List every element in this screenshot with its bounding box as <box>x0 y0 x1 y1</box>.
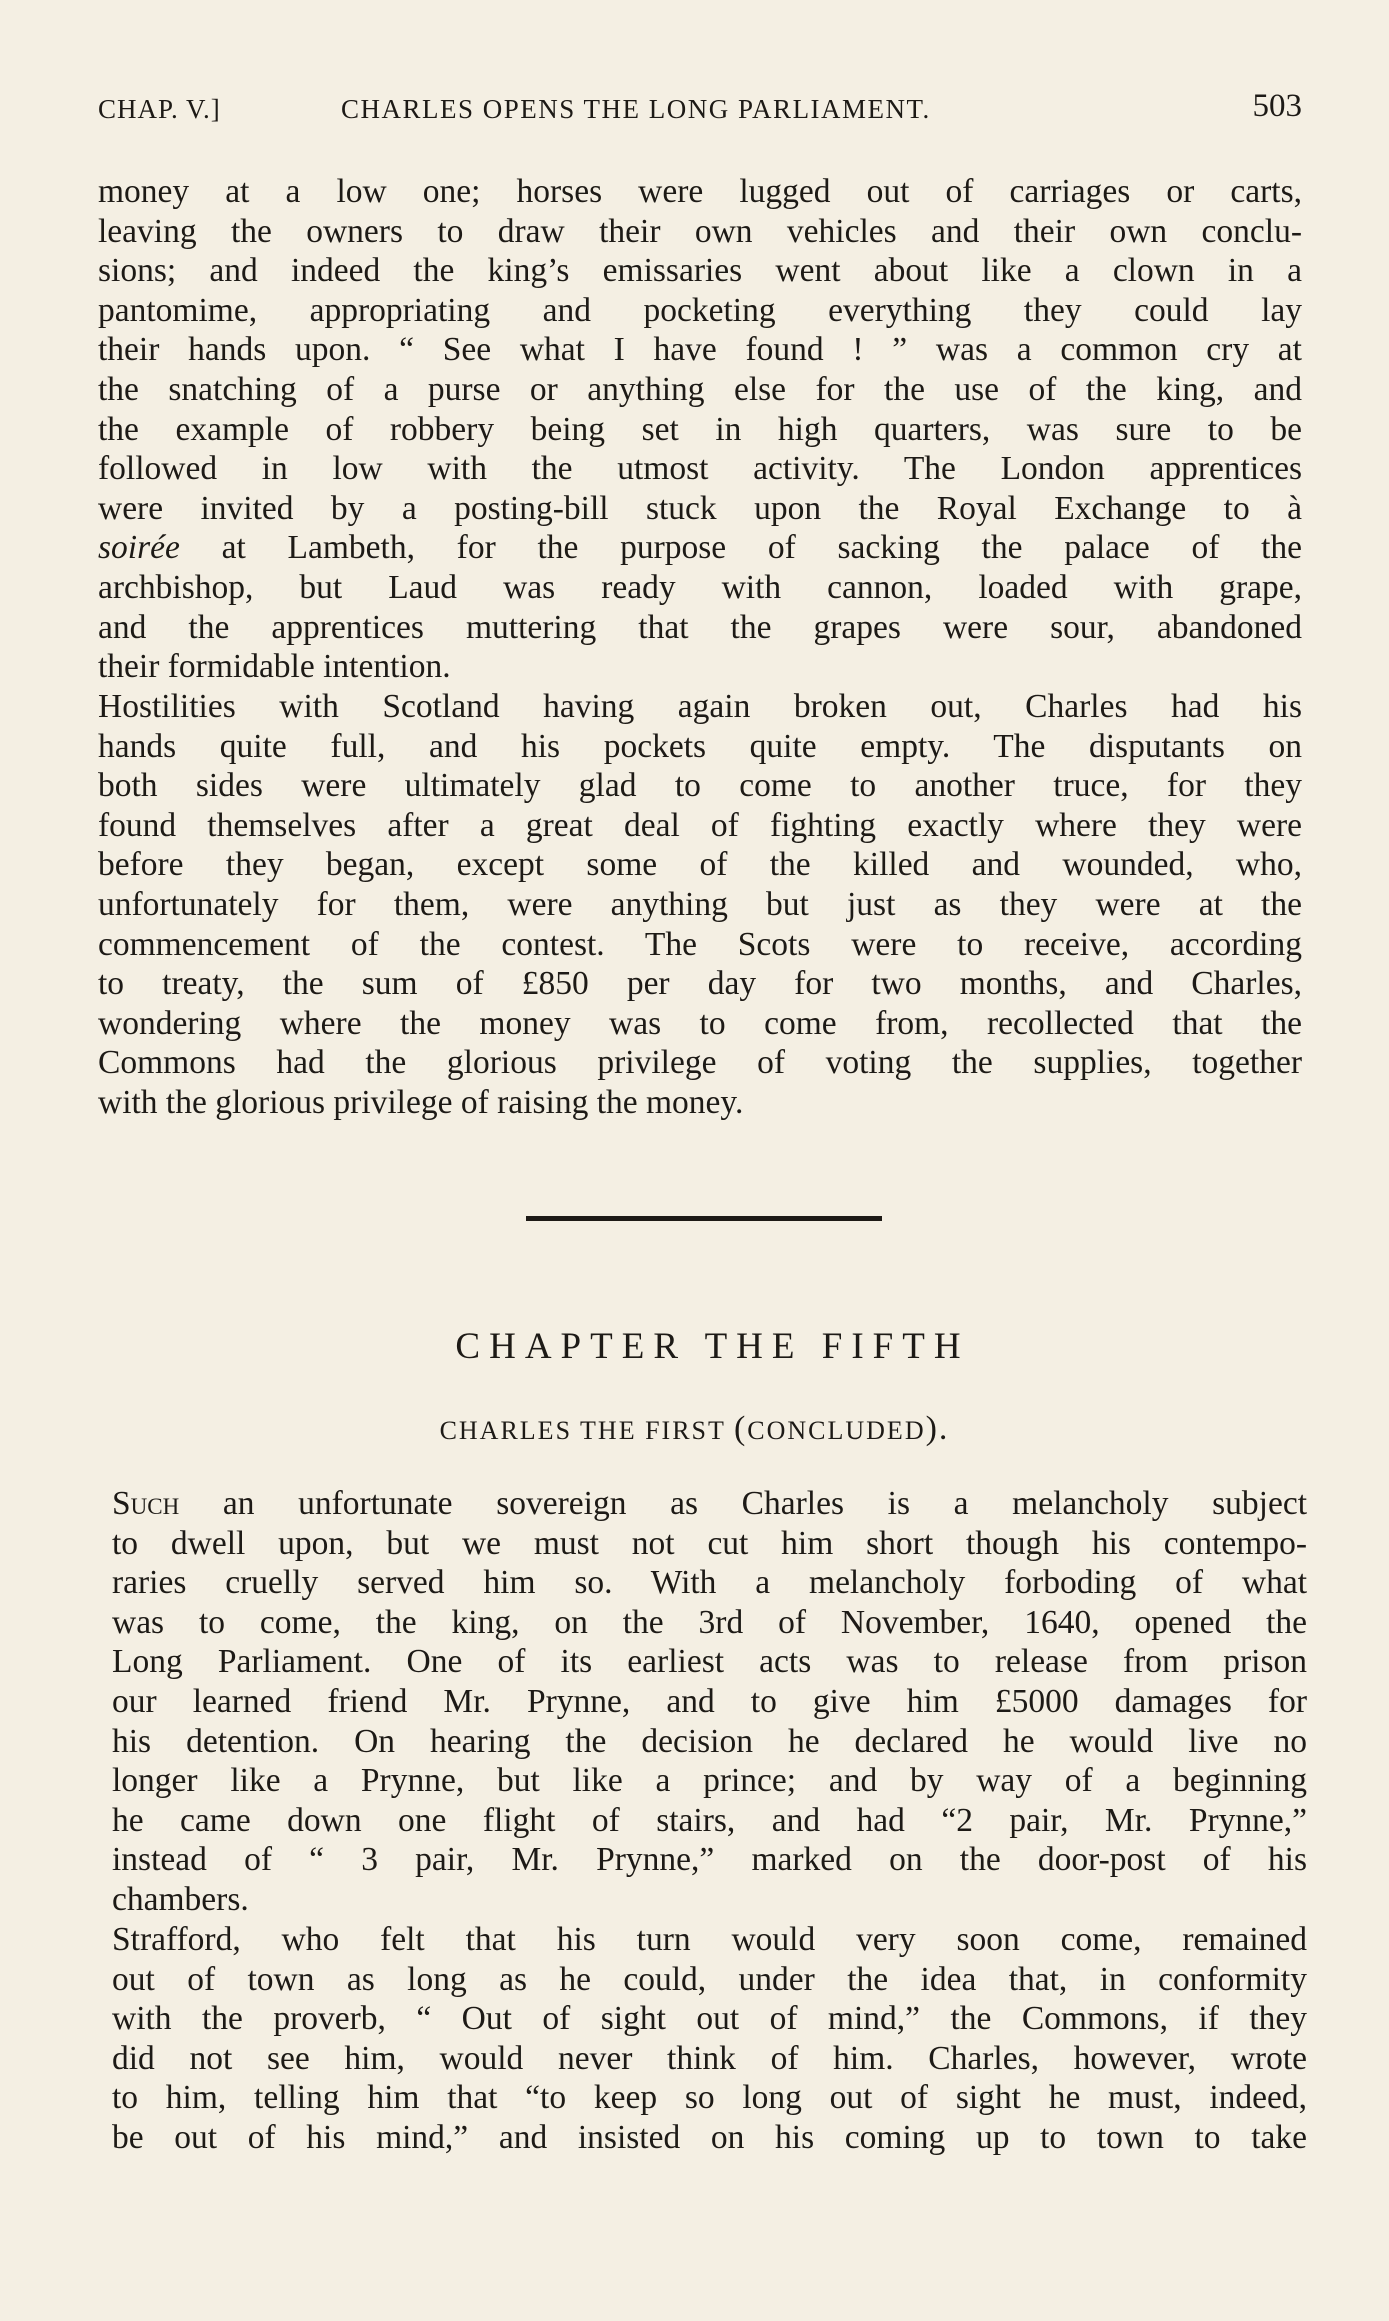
italic-word: soirée <box>98 529 180 567</box>
paragraph-line: found themselves after a great deal of fighting exactly where they were <box>98 806 1302 844</box>
chapter-subtitle <box>0 1410 1389 1448</box>
paragraph-line: archbishop, but Laud was ready with cannon, loaded with grape, <box>98 568 1302 606</box>
paragraph-line: before they began, except some of the killed and wounded, who, <box>98 846 1302 884</box>
paragraph-line: chambers. <box>112 1880 249 1918</box>
paragraph-line: out of town as long as he could, under the idea that, in conformity <box>112 1960 1307 1998</box>
paragraph-line: longer like a Prynne, but like a prince; and by way of a beginning <box>112 1762 1307 1800</box>
drop-word: Such <box>112 1485 180 1522</box>
paragraph-line: unfortunately for them, were anything but just as they were at the <box>98 885 1302 923</box>
chapter-subtitle-paren-open: ( <box>733 1410 748 1447</box>
paragraph-1 <box>98 172 1302 687</box>
paragraph-line: was to come, the king, on the 3rd of November, 1640, opened the <box>112 1603 1307 1641</box>
paragraph-line: their formidable intention. <box>98 648 451 686</box>
running-head <box>98 88 1302 128</box>
paragraph-line: and the apprentices muttering that the grapes were sour, abandoned <box>98 608 1302 646</box>
running-head-title: CHARLES OPENS THE LONG PARLIAMENT. <box>341 94 931 124</box>
paragraph-line: Strafford, who felt that his turn would very soon come, remained <box>112 1921 1307 1958</box>
paragraph-line: his detention. On hearing the decision he declared he would live no <box>112 1722 1307 1760</box>
paragraph-first-line <box>112 1484 1307 1524</box>
paragraph-line: Hostilities with Scotland having again broken out, Charles had his <box>98 688 1302 725</box>
paragraph-line: commencement of the contest. The Scots were to receive, according <box>98 925 1302 963</box>
paragraph-line: wondering where the money was to come from, recollected that the <box>98 1004 1302 1042</box>
paragraph-line: to him, telling him that “to keep so long out of sight he must, indeed, <box>112 2079 1307 2117</box>
paragraph-line: with the proverb, “ Out of sight out of mind,” the Commons, if they <box>112 2000 1307 2038</box>
paragraph-line: raries cruelly served him so. With a melancholy forboding of what <box>112 1564 1307 1602</box>
paragraph-2 <box>98 687 1302 1123</box>
chapter-subtitle-paren-close: ). <box>925 1410 950 1447</box>
paragraph-line-text: an unfortunate sovereign as Charles is a melancholy subject <box>222 1485 1307 1522</box>
paragraph-line: be out of his mind,” and insisted on his coming up to town to take <box>112 2118 1307 2156</box>
paragraph-line: he came down one flight of stairs, and had “2 pair, Mr. Prynne,” <box>112 1801 1307 1839</box>
chapter-title: CHAPTER THE FIFTH <box>455 1326 970 1367</box>
paragraph-line: leaving the owners to draw their own vehicles and their own conclu- <box>98 212 1302 250</box>
paragraph-3 <box>112 1484 1307 1920</box>
paragraph-line: did not see him, would never think of him. Charles, however, wrote <box>112 2039 1307 2077</box>
paragraph-line: Commons had the glorious privilege of voting the supplies, together <box>98 1044 1302 1082</box>
paragraph-line: both sides were ultimately glad to come to another truce, for they <box>98 767 1302 805</box>
paragraph-line: the snatching of a purse or anything else for the use of the king, and <box>98 370 1302 408</box>
paragraph-line: sions; and indeed the king’s emissaries went about like a clown in a <box>98 252 1302 290</box>
paragraph-line: hands quite full, and his pockets quite empty. The disputants on <box>98 727 1302 765</box>
paragraph-line: followed in low with the utmost activity. The London apprentices <box>98 450 1302 488</box>
running-head-chapter: CHAP. V.] <box>98 94 221 124</box>
paragraph-line: their hands upon. “ See what I have found ! ” was a common cry at <box>98 331 1302 369</box>
paragraph-line: Long Parliament. One of its earliest acts was to release from prison <box>112 1643 1307 1681</box>
paragraph-line: pantomime, appropriating and pocketing everything they could lay <box>98 291 1302 329</box>
section-divider <box>526 1216 882 1221</box>
paragraph-line: to dwell upon, but we must not cut him short though his contempo- <box>112 1524 1307 1562</box>
paragraph-line: with the glorious privilege of raising the money. <box>98 1083 744 1121</box>
page-number: 503 <box>1252 88 1302 124</box>
paragraph-line: were invited by a posting-bill stuck upon the Royal Exchange to à <box>98 489 1302 527</box>
paragraph-line: money at a low one; horses were lugged out of carriages or carts, <box>98 173 1302 210</box>
paragraph-4 <box>112 1920 1307 2158</box>
paragraph-line: the example of robbery being set in high quarters, was sure to be <box>98 410 1302 448</box>
paragraph-line: instead of “ 3 pair, Mr. Prynne,” marked on the door-post of his <box>112 1841 1307 1879</box>
chapter-subtitle-name: CHARLES THE FIRST <box>439 1416 726 1445</box>
paragraph-line-with-italic <box>98 528 1302 568</box>
paragraph-line-text: at Lambeth, for the purpose of sacking the palace of the <box>221 529 1303 567</box>
paragraph-line: our learned friend Mr. Prynne, and to give him £5000 damages for <box>112 1682 1307 1720</box>
paragraph-line: to treaty, the sum of £850 per day for two months, and Charles, <box>98 965 1302 1003</box>
chapter-subtitle-concluded: CONCLUDED <box>747 1416 926 1445</box>
